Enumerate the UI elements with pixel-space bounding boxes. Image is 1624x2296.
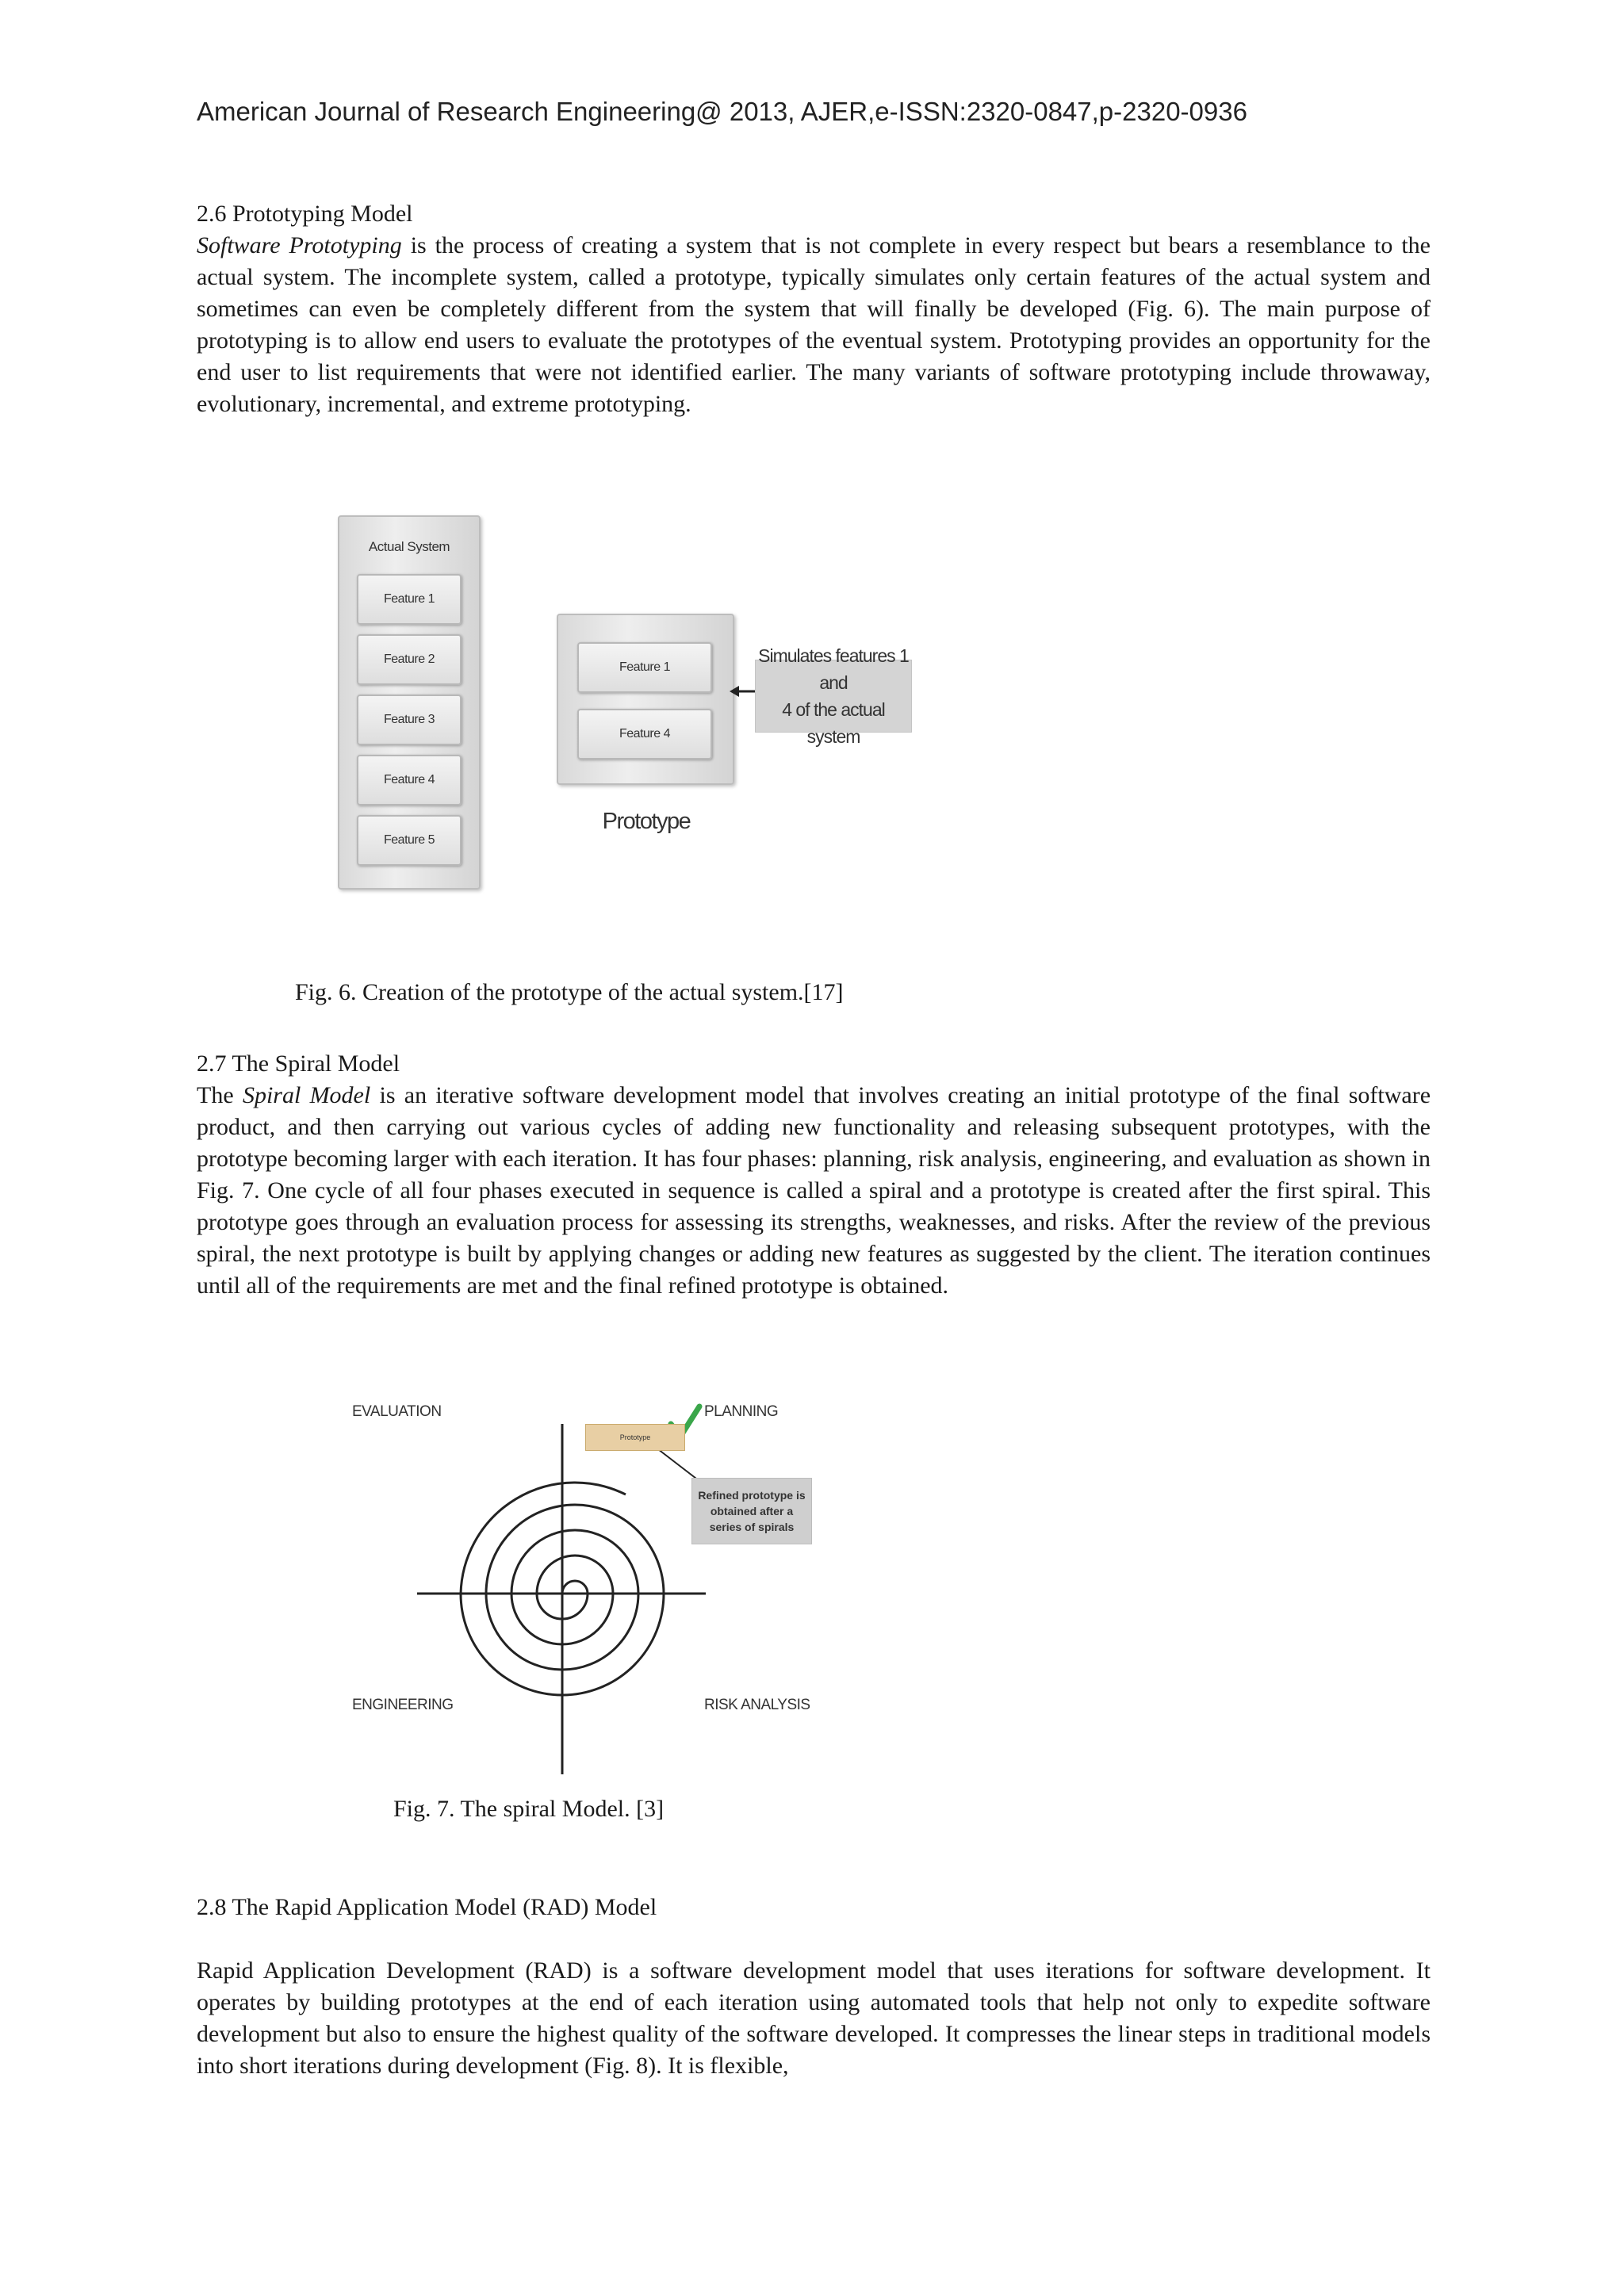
section-heading-2-7: 2.7 The Spiral Model xyxy=(197,1050,400,1077)
paragraph-spiral-lead: The xyxy=(197,1082,243,1108)
paragraph-rad: Rapid Application Development (RAD) is a software development model that uses iterations for software development. It operates by building prototypes at the end of each iteration using automated tools that help not only to expedite software development but also to ensure the highest quality of the software developed. It compresses the linear steps in traditional models into short iterations during development (Fig. 8). It is flexible, xyxy=(197,1957,1431,2079)
paragraph-spiral-body: is an iterative software development model that involves creating an initial prototype of the final software product, and then carrying out various cycles of adding new functionality and releasing subsequent prototypes, with the prototype becoming larger with each iteration. It has four phases: planning, risk analysis, engineering, and evaluation as shown in Fig. 7. One cycle of all four phases executed in sequence is called a spiral and a prototype is created after the first spiral. This prototype goes through an evaluation process for assessing its strengths, weaknesses, and risks. After the review of the previous spiral, the next prototype is built by applying changes or adding new features as suggested by the client. The iteration continues until all of the requirements are met and the final refined prototype is obtained. xyxy=(197,1082,1431,1299)
refined-prototype-callout xyxy=(691,1478,812,1544)
prototype-feature-1: Feature 1 xyxy=(577,642,712,693)
paragraph-spiral xyxy=(197,1080,1431,1302)
actual-system-box xyxy=(338,515,481,890)
term-spiral-model: Spiral Model xyxy=(242,1082,371,1108)
actual-feature-5: Feature 5 xyxy=(357,815,462,866)
section-heading-2-6: 2.6 Prototyping Model xyxy=(197,201,413,227)
simulates-line-2: 4 of the actual system xyxy=(782,699,885,747)
left-arrow-icon xyxy=(730,682,758,701)
section-heading-2-8: 2.8 The Rapid Application Model (RAD) Model xyxy=(197,1894,657,1920)
actual-system-title: Actual System xyxy=(368,539,450,554)
simulates-callout xyxy=(755,645,912,747)
prototype-tag: Prototype xyxy=(585,1424,685,1451)
prototype-box xyxy=(557,614,734,785)
refined-line-2: obtained after a xyxy=(710,1505,794,1517)
refined-line-3: series of spirals xyxy=(709,1521,795,1533)
paragraph-prototyping-body: is the process of creating a system that is not complete in every respect but bears a resemblance to the actual system. The incomplete system, called a prototype, typically simulates only certain features of the actual system and sometimes can even be completely different from the system that will finally be developed (Fig. 6). The main purpose of prototyping is to allow end users to evaluate the prototypes of the eventual system. Prototyping provides an opportunity for the end user to list requirements that were not identified earlier. The many variants of software prototyping include throwaway, evolutionary, incremental, and extreme prototyping. xyxy=(197,232,1431,417)
refined-line-1: Refined prototype is xyxy=(698,1489,806,1502)
callout-connector xyxy=(658,1449,699,1481)
quadrant-engineering: ENGINEERING xyxy=(352,1697,454,1713)
figure-6 xyxy=(333,515,920,888)
term-software-prototyping: Software Prototyping xyxy=(197,232,402,258)
actual-feature-4: Feature 4 xyxy=(357,755,462,806)
quadrant-risk-analysis: RISK ANALYSIS xyxy=(704,1697,810,1713)
prototype-label: Prototype xyxy=(602,809,691,834)
quadrant-planning: PLANNING xyxy=(704,1403,779,1420)
figure-6-caption: Fig. 6. Creation of the prototype of the actual system.[17] xyxy=(295,979,844,1005)
actual-feature-3: Feature 3 xyxy=(357,695,462,745)
actual-feature-2: Feature 2 xyxy=(357,634,462,685)
quadrant-evaluation: EVALUATION xyxy=(352,1403,442,1420)
prototype-feature-4: Feature 4 xyxy=(577,709,712,760)
figure-7 xyxy=(341,1380,856,1776)
figure-7-caption: Fig. 7. The spiral Model. [3] xyxy=(393,1796,665,1822)
simulates-line-1: Simulates features 1 and xyxy=(758,645,909,693)
running-header: American Journal of Research Engineering@ 2013, AJER,e-ISSN:2320-0847,p-2320-0936 xyxy=(197,97,1247,126)
paragraph-prototyping xyxy=(197,230,1431,420)
actual-feature-1: Feature 1 xyxy=(357,574,462,625)
